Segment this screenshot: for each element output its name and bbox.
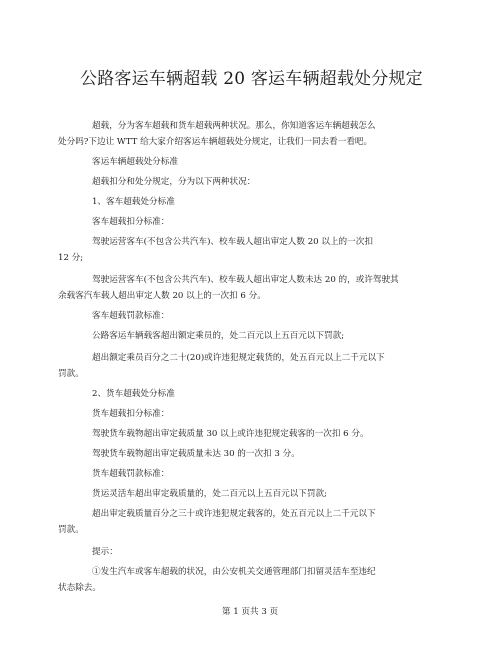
page-footer: 第 1 页共 3 页 bbox=[221, 607, 279, 617]
paragraph bbox=[75, 308, 430, 324]
paragraph bbox=[75, 174, 430, 190]
text-line: ①发生汽车或客车超载的状况，由公安机关交通管理部门扣留灵活车至违纪 bbox=[92, 567, 376, 577]
text-line: 1、客车超载处分标准 bbox=[92, 197, 175, 207]
paragraph bbox=[58, 506, 430, 538]
document-title: 公路客运车辆超载 20 客运车辆超载处分规定 bbox=[80, 69, 423, 89]
text-line: 超载，分为客车超载和货车超载两种状况。那么，你知道客运车辆超载怎么 bbox=[92, 121, 376, 131]
document-body bbox=[58, 112, 430, 600]
text-line: 超出审定载质量百分之三十或许违犯规定载客的，处五百元以上二千元以下 bbox=[92, 509, 376, 519]
text-line: 处分吗?下边让 WTT 给大家介绍客运车辆超载处分规定，让我们一同去看一看吧。 bbox=[58, 137, 373, 147]
text-line: 客车超载扣分标准： bbox=[92, 217, 170, 227]
paragraph bbox=[58, 564, 430, 596]
text-line: 驾驶运营客车(不包含公共汽车)、校车载人超出审定人数未达 20 的，或许驾驶其 bbox=[92, 275, 399, 285]
text-line: 货运灵活车超出审定载质量的，处二百元以上五百元以下罚款; bbox=[92, 489, 327, 499]
section-heading bbox=[75, 194, 430, 210]
text-line: 驾驶货车载物超出审定载质量未达 30 的一次扣 3 分。 bbox=[92, 449, 300, 459]
paragraph bbox=[75, 544, 430, 560]
text-line: 货车超载扣分标准： bbox=[92, 409, 170, 419]
paragraph bbox=[75, 426, 430, 442]
paragraph bbox=[75, 154, 430, 170]
text-line: 客车超载罚款标准： bbox=[92, 311, 170, 321]
section-heading bbox=[75, 386, 430, 402]
text-line: 超出额定乘员百分之二十(20)或许违犯规定载货的，处五百元以上二千元以下 bbox=[92, 353, 385, 363]
paragraph bbox=[75, 406, 430, 422]
paragraph bbox=[75, 328, 430, 344]
text-line: 2、货车超载处分标准 bbox=[92, 389, 175, 399]
paragraph bbox=[58, 118, 430, 150]
text-line: 提示： bbox=[92, 547, 118, 557]
paragraph bbox=[58, 272, 430, 304]
text-line: 超载扣分和处分规定，分为以下两种状况： bbox=[92, 177, 256, 187]
paragraph bbox=[75, 486, 430, 502]
paragraph bbox=[75, 466, 430, 482]
paragraph bbox=[75, 214, 430, 230]
paragraph bbox=[58, 350, 430, 382]
text-line: 12 分; bbox=[58, 253, 84, 263]
text-line: 公路客运车辆载客超出额定乘员的，处二百元以上五百元以下罚款; bbox=[92, 331, 345, 341]
text-line: 罚款。 bbox=[58, 525, 84, 535]
text-line: 货车超载罚款标准： bbox=[92, 469, 170, 479]
text-line: 状态除去。 bbox=[58, 583, 101, 593]
text-line: 客运车辆超载处分标准 bbox=[92, 157, 178, 167]
text-line: 罚款。 bbox=[58, 369, 84, 379]
paragraph bbox=[75, 446, 430, 462]
paragraph bbox=[58, 234, 430, 266]
text-line: 驾驶货车载物超出审定载质量 30 以上或许违犯规定载客的一次扣 6 分。 bbox=[92, 429, 369, 439]
text-line: 余载客汽车载人超出审定人数 20 以上的一次扣 6 分。 bbox=[58, 291, 266, 301]
text-line: 驾驶运营客车(不包含公共汽车)、校车载人超出审定人数 20 以上的一次扣 bbox=[92, 237, 373, 247]
